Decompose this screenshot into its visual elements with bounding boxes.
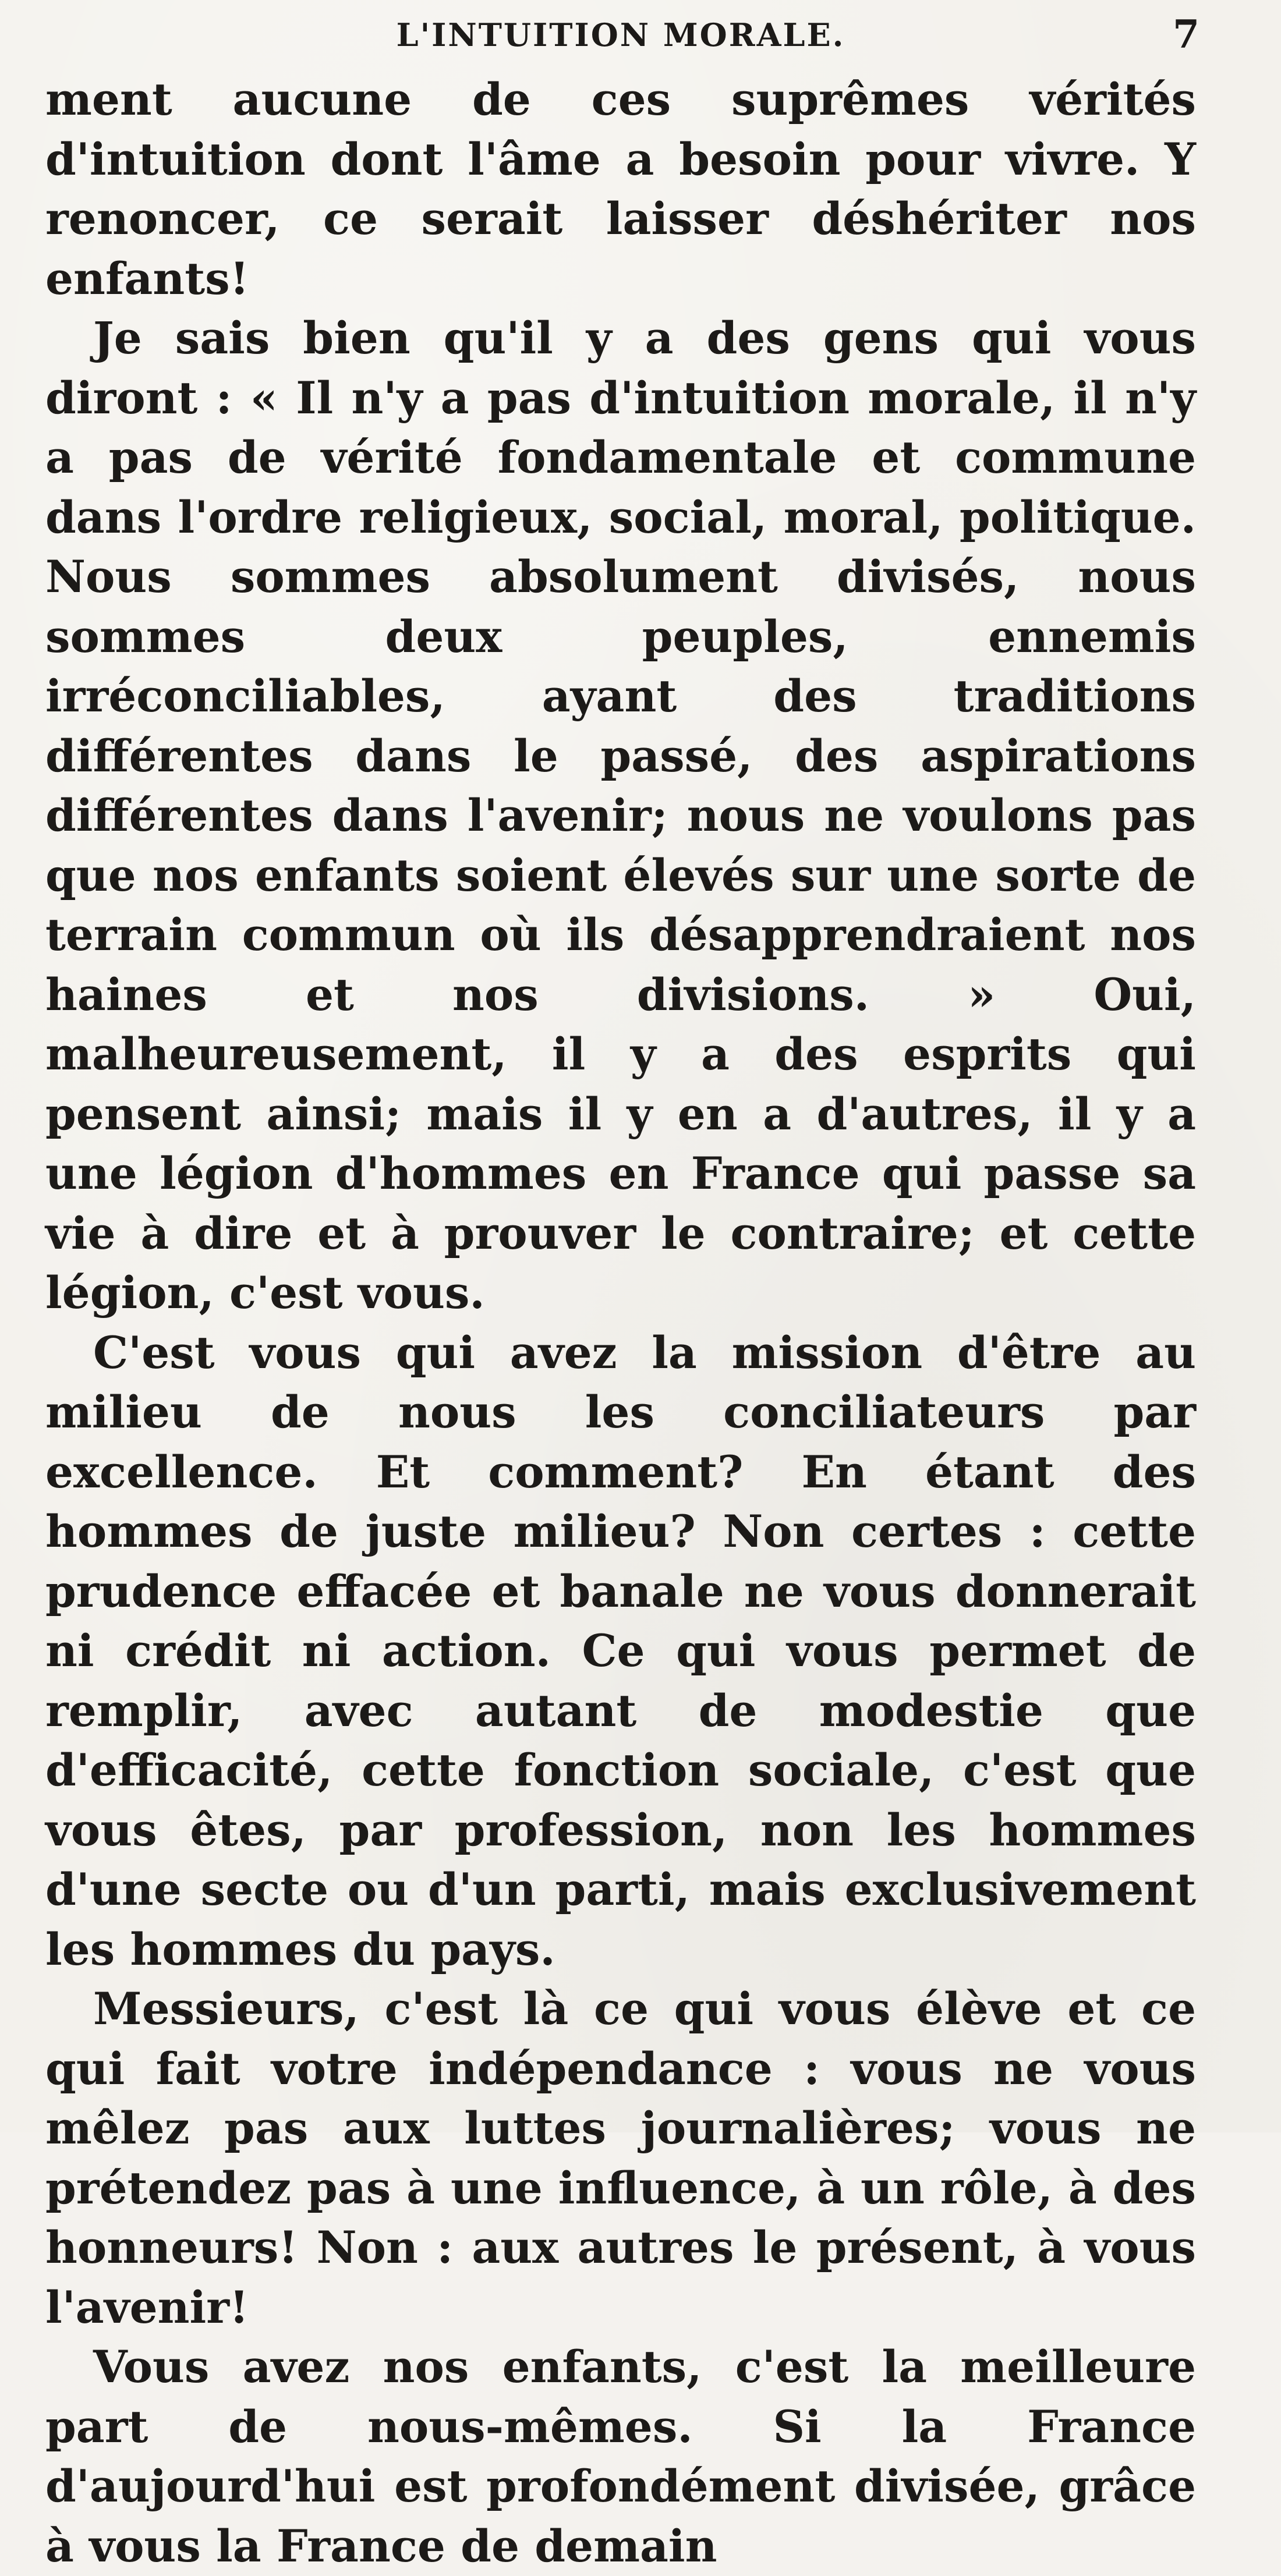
page-number: 7 [1173,12,1199,57]
running-head [45,0,1199,70]
paragraph-4: Messieurs, c'est là ce qui vous élève et ce qui fait votre indépendance : vous ne vous mêlez pas aux luttes journalières; vous ne prétendez pas à une influence, à un rôle, à des honneurs! Non : aux autres le présent, à vous l'avenir! [45,1983,1196,2333]
body-text [45,70,1196,2576]
paragraph-3: C'est vous qui avez la mission d'être au milieu de nous les conciliateurs par excellence. Et comment? En étant des hommes de juste milieu? Non certes : cette prudence effacée et banale ne vous donnerait ni crédit ni action. Ce qui vous permet de remplir, avec autant de modestie que d'efficacité, cette fonction sociale, c'est que vous êtes, par profession, non les hommes d'une secte ou d'un parti, mais exclusivement les hommes du pays. [45,1326,1196,1975]
paragraph-2: Je sais bien qu'il y a des gens qui vous diront : « Il n'y a pas d'intuition morale, il n'y a pas de vérité fondamentale et commune dans l'ordre religieux, social, moral, politique. Nous sommes absolument divisés, nous sommes deux peuples, ennemis irréconciliables, ayant des traditions différentes dans le passé, des aspirations différentes dans l'avenir; nous ne voulons pas que nos enfants soient élevés sur une sorte de terrain commun où ils désapprendraient nos haines et nos divisions. » Oui, malheureusement, il y a des esprits qui pensent ainsi; mais il y en a d'autres, il y a une légion d'hommes en France qui passe sa vie à dire et à prouver le contraire; et cette légion, c'est vous. [45,312,1196,1319]
paragraph-1: ment aucune de ces suprêmes vérités d'intuition dont l'âme a besoin pour vivre. Y renoncer, ce serait laisser déshériter nos enfants! [45,73,1196,304]
running-title: L'INTUITION MORALE. [396,16,845,54]
paragraph-5: Vous avez nos enfants, c'est la meilleure part de nous-mêmes. Si la France d'aujourd'hui est profondément divisée, grâce à vous la France de demain [45,2341,1196,2572]
